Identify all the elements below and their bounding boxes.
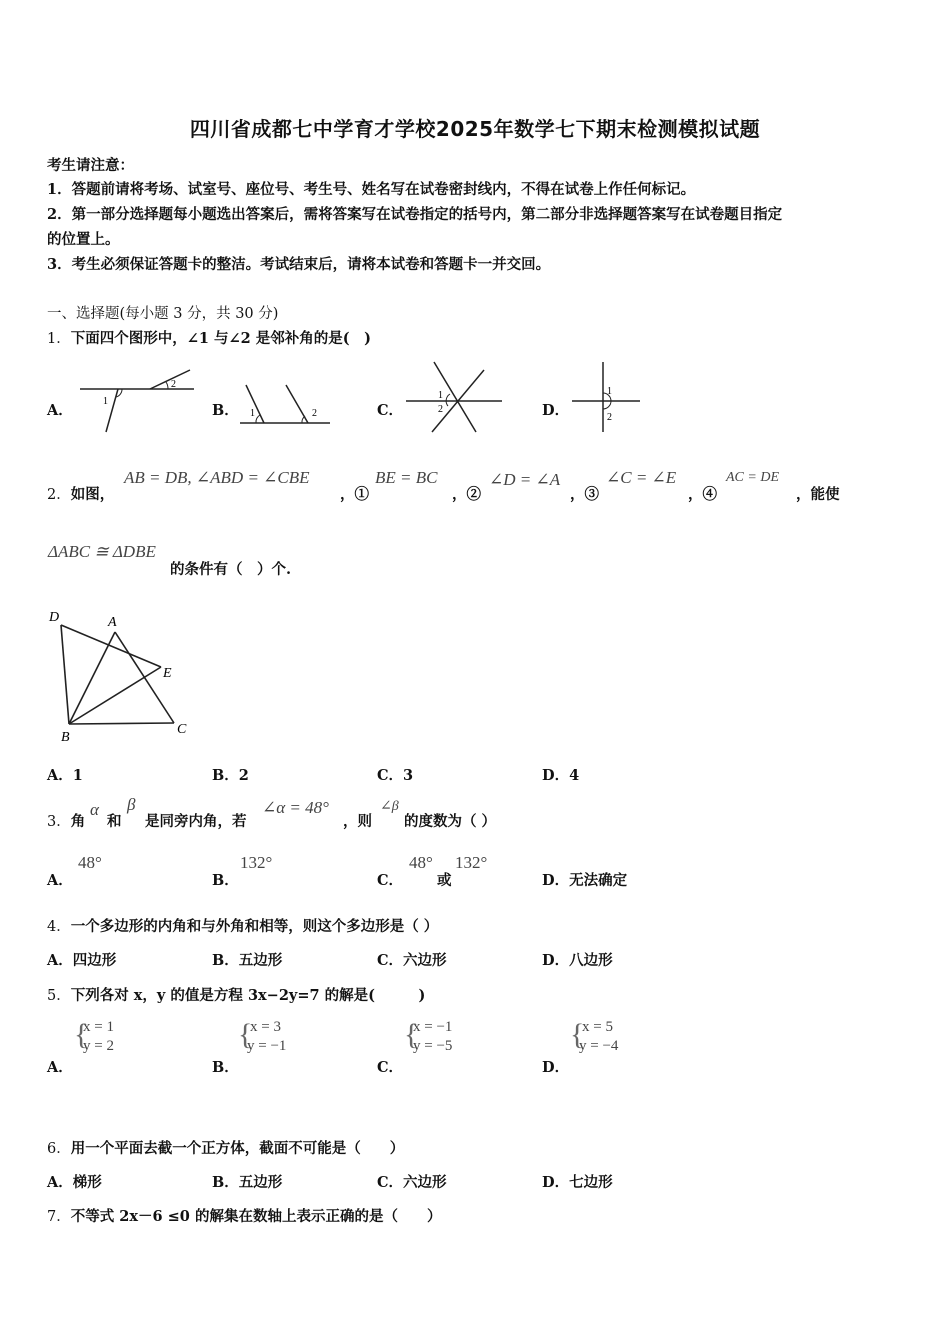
angle-label-2: 2 bbox=[171, 379, 176, 390]
q3-text-1: 是同旁内角，若 bbox=[145, 813, 247, 830]
notice-item-3: 3．考生必须保证答题卡的整洁。考试结束后，请将本试卷和答题卡一并交回。 bbox=[47, 256, 551, 273]
q3-text-2: ，则 bbox=[343, 813, 372, 830]
question-text: 下面四个图形中，∠1 与∠2 是邻补角的是( ) bbox=[70, 330, 372, 347]
q5-option-d-label: D． bbox=[542, 1059, 570, 1076]
q5-option-b-label: B． bbox=[212, 1059, 239, 1076]
question-5: 5．下列各对 x，y 的值是方程 3x−2y=7 的解是( ) bbox=[47, 987, 426, 1004]
question-7: 7．不等式 2x－6 ≤0 的解集在数轴上表示正确的是（ ） bbox=[47, 1208, 442, 1225]
q3-condition: ∠α = 48° bbox=[262, 798, 329, 817]
q3-ask: ∠β bbox=[380, 799, 399, 814]
q6-option-a: A．梯形 bbox=[47, 1174, 102, 1191]
page-title: 四川省成都七中学育才学校2025年数学七下期末检测模拟试题 bbox=[189, 117, 761, 141]
q6-option-d: D．七边形 bbox=[542, 1174, 613, 1191]
point-e-label: E bbox=[163, 666, 172, 681]
q4-option-c: C．六边形 bbox=[377, 952, 447, 969]
q1-option-a-label: A． bbox=[47, 402, 73, 419]
question-4: 4．一个多边形的内角和与外角和相等，则这个多边形是（ ） bbox=[47, 918, 439, 935]
q3-and: 和 bbox=[107, 813, 122, 830]
question-1 bbox=[47, 327, 371, 348]
q1-option-b-label: B． bbox=[212, 402, 239, 419]
notice-heading: 考生请注意： bbox=[47, 157, 134, 174]
q5-option-a-label: A． bbox=[47, 1059, 73, 1076]
q2-condition-1: BE = BC bbox=[375, 468, 438, 487]
q3-option-b-label: B． bbox=[212, 872, 239, 889]
q3-option-a-value: 48° bbox=[78, 853, 102, 872]
point-a-label: A bbox=[108, 615, 117, 630]
q3-text-3: 的度数为（ ） bbox=[404, 813, 497, 830]
q1-option-c-label: C． bbox=[377, 402, 404, 419]
section-heading: 一、选择题(每小题 3 分，共 30 分) bbox=[47, 306, 279, 322]
q5-option-d-system: { x = 5 y = −4 bbox=[570, 1018, 619, 1054]
q5-option-b-system: { x = 3 y = −1 bbox=[238, 1018, 287, 1054]
question-6: 6．用一个平面去截一个正方体，截面不可能是（ ） bbox=[47, 1140, 405, 1157]
q2-given: AB = DB, ∠ABD = ∠CBE bbox=[124, 468, 310, 487]
q2-option-d: D．4 bbox=[542, 767, 580, 784]
q2-condition-2: ∠D = ∠A bbox=[489, 470, 561, 489]
q5-option-c-system: { x = −1 y = −5 bbox=[404, 1018, 453, 1054]
q2-condition-4: AC = DE bbox=[726, 470, 779, 485]
notice-item-1: 1．答题前请将考场、试室号、座位号、考生号、姓名写在试卷密封线内，不得在试卷上作任何标记。 bbox=[47, 181, 696, 198]
angle-label-1: 1 bbox=[438, 390, 443, 401]
q3-option-d: D．无法确定 bbox=[542, 872, 628, 889]
angle-label-2: 2 bbox=[312, 408, 317, 419]
point-c-label: C bbox=[177, 722, 187, 737]
angle-label-2: 2 bbox=[438, 404, 443, 415]
q1-figure-d bbox=[570, 360, 645, 435]
q1-figure-c bbox=[404, 360, 504, 435]
angle-label-1: 1 bbox=[607, 386, 612, 397]
q2-sep-2: ，② bbox=[452, 486, 481, 503]
q2-sep-3: ，③ bbox=[570, 486, 599, 503]
q2-option-b: B．2 bbox=[212, 767, 249, 784]
q2-tail: 的条件有（ ）个. bbox=[170, 561, 292, 578]
angle-label-1: 1 bbox=[103, 396, 108, 407]
q3-option-c-label: C． bbox=[377, 872, 404, 889]
question-number: 1． bbox=[47, 331, 71, 347]
q2-post: ，能使 bbox=[796, 486, 840, 503]
point-d-label: D bbox=[49, 610, 60, 625]
q5-option-c-label: C． bbox=[377, 1059, 404, 1076]
q1-option-d-label: D． bbox=[542, 402, 570, 419]
q4-option-b: B．五边形 bbox=[212, 952, 283, 969]
q2-option-a: A．1 bbox=[47, 767, 83, 784]
q2-sep-4: ，④ bbox=[688, 486, 717, 503]
q2-sep-1: ，① bbox=[340, 486, 369, 503]
q2-triangle-figure bbox=[45, 605, 195, 745]
q1-figure-a bbox=[78, 362, 198, 437]
angle-label-1: 1 bbox=[250, 408, 255, 419]
q2-number: 2．如图， bbox=[47, 486, 115, 503]
q4-option-d: D．八边形 bbox=[542, 952, 613, 969]
q3-option-b-value: 132° bbox=[240, 853, 273, 872]
q6-option-b: B．五边形 bbox=[212, 1174, 283, 1191]
q3-option-c-value-1: 48° bbox=[409, 853, 433, 872]
q2-congruence: ΔABC ≅ ΔDBE bbox=[48, 542, 156, 561]
q2-option-c: C．3 bbox=[377, 767, 414, 784]
q3-option-c-or: 或 bbox=[437, 872, 452, 889]
angle-label-2: 2 bbox=[607, 412, 612, 423]
q3-beta: β bbox=[127, 795, 136, 814]
point-b-label: B bbox=[61, 730, 70, 745]
notice-item-2-line-1: 2．第一部分选择题每小题选出答案后，需将答案写在试卷指定的括号内，第二部分非选择题答案写在试卷题目指定 bbox=[47, 206, 783, 223]
q3-number: 3．角 bbox=[47, 813, 86, 830]
notice-item-2-line-2: 的位置上。 bbox=[47, 231, 120, 248]
q3-option-a-label: A． bbox=[47, 872, 73, 889]
q6-option-c: C．六边形 bbox=[377, 1174, 447, 1191]
q1-figure-b bbox=[238, 382, 333, 427]
q3-option-c-value-2: 132° bbox=[455, 853, 488, 872]
q5-option-a-system: { x = 1 y = 2 bbox=[74, 1018, 114, 1054]
q4-option-a: A．四边形 bbox=[47, 952, 117, 969]
q3-alpha: α bbox=[90, 800, 99, 819]
q2-condition-3: ∠C = ∠E bbox=[606, 468, 677, 487]
